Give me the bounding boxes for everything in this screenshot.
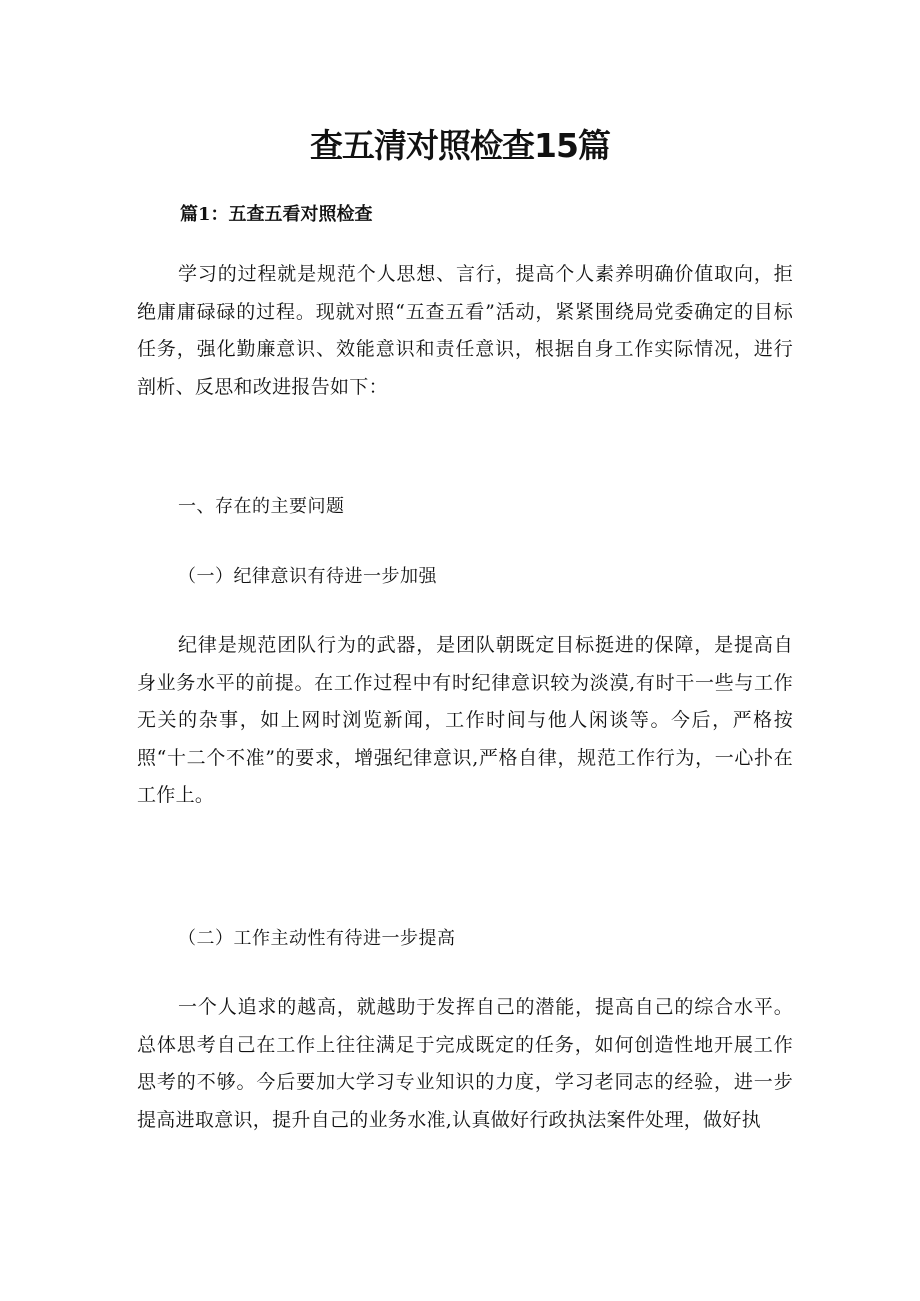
initiative-paragraph: 一个人追求的越高，就越助于发挥自己的潜能，提高自己的综合水平。总体思考自己在工作上往往满足于完成既定的任务，如何创造性地开展工作思考的不够。今后要加大学习专业知识的力度，学习老同志的经验，进一步提高进取意识，提升自己的业务水准,认真做好行政执法案件处理，做好执: [137, 996, 793, 1131]
chapter-heading: 篇1：五查五看对照检查: [180, 204, 373, 225]
section-heading-problems: 一、存在的主要问题: [178, 496, 345, 517]
intro-paragraph: 学习的过程就是规范个人思想、言行，提高个人素养明确价值取向，拒绝庸庸碌碌的过程。现就对照“五查五看”活动，紧紧围绕局党委确定的目标任务，强化勤廉意识、效能意识和责任意识，根据自身工作实际情况，进行剖析、反思和改进报告如下：: [137, 263, 793, 398]
discipline-paragraph: 纪律是规范团队行为的武器，是团队朝既定目标挺进的保障，是提高自身业务水平的前提。在工作过程中有时纪律意识较为淡漠,有时干一些与工作无关的杂事，如上网时浏览新闻，工作时间与他人闲谈等。今后，严格按照“十二个不准”的要求，增强纪律意识,严格自律，规范工作行为，一心扑在工作上。: [137, 634, 793, 807]
subsection-heading-discipline: （一）纪律意识有待进一步加强: [178, 566, 437, 587]
document-title: 查五清对照检查15篇: [310, 126, 610, 165]
subsection-heading-initiative: （二）工作主动性有待进一步提高: [178, 928, 456, 949]
